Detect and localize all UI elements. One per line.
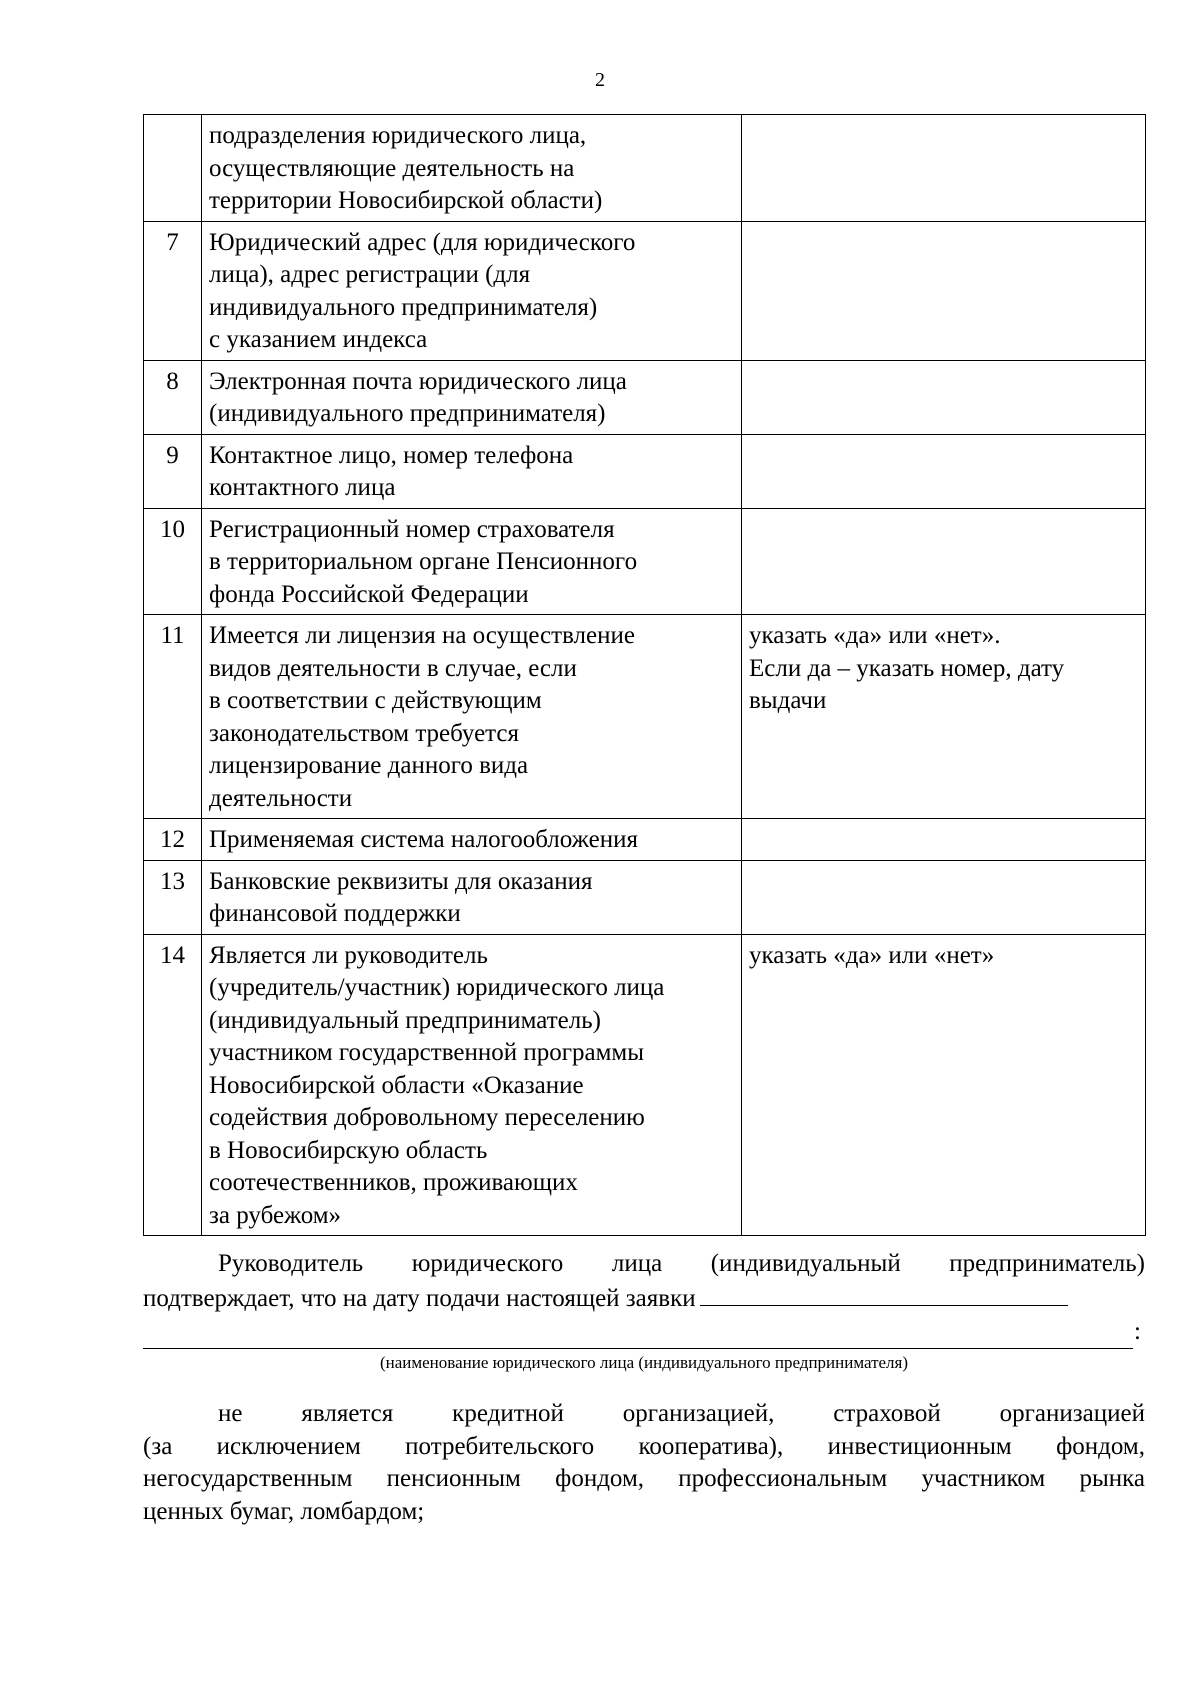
table-row (144, 115, 1146, 222)
row-label-line: законодательством требуется (209, 719, 520, 747)
statement-line: не является кредитной организацией, страховой организацией (218, 1400, 1145, 1427)
row-label-line: в Новосибирскую область (209, 1136, 488, 1164)
row-value-cell[interactable] (742, 615, 1146, 819)
row-number: 8 (144, 360, 202, 434)
row-label-cell (202, 860, 742, 934)
row-label-line: Банковские реквизиты для оказания (209, 867, 593, 895)
form-table-body (144, 115, 1146, 1236)
confirmation-paragraph (143, 1248, 1145, 1315)
blank-caption: (наименование юридического лица (индивидуального предпринимателя) (379, 1353, 909, 1372)
row-number: 10 (144, 508, 202, 615)
row-label-line: Юридический адрес (для юридического (209, 228, 636, 256)
table-row (144, 360, 1146, 434)
confirmation-line-2-text: подтверждает, что на дату подачи настоящей заявки (143, 1284, 696, 1312)
row-label-line: участником государственной программы (209, 1039, 645, 1066)
colon-mark: : (1134, 1318, 1141, 1345)
row-label-line: осуществляющие деятельность на (209, 154, 575, 182)
row-number (144, 115, 202, 222)
table-row (144, 615, 1146, 819)
row-label-line: Применяемая система налогообложения (209, 826, 638, 853)
row-label-line: подразделения юридического лица, (209, 122, 587, 149)
row-value-cell[interactable] (742, 860, 1146, 934)
row-label-line: Регистрационный номер страхователя (209, 515, 615, 543)
table-row (144, 221, 1146, 360)
row-label-line: в соответствии с действующим (209, 687, 542, 714)
row-value-cell[interactable] (742, 115, 1146, 222)
row-label-line: Новосибирской области «Оказание (209, 1071, 584, 1099)
application-form-table (143, 114, 1146, 1236)
row-value-line: указать «да» или «нет». (749, 622, 1001, 649)
row-value-line: Если да – указать номер, дату (749, 654, 1065, 682)
row-label-line: (индивидуального предпринимателя) (209, 400, 606, 427)
row-label-line: финансовой поддержки (209, 900, 461, 927)
row-label-cell (202, 819, 742, 861)
row-number: 12 (144, 819, 202, 861)
row-value-line: выдачи (749, 687, 827, 714)
organization-name-blank-inline[interactable] (700, 1281, 1068, 1306)
row-label-line: Является ли руководитель (209, 941, 488, 969)
row-label-line: в территориальном органе Пенсионного (209, 548, 638, 575)
organization-name-blank-line[interactable] (143, 1348, 1133, 1349)
row-label-cell (202, 615, 742, 819)
statement-line: негосударственным пенсионным фондом, профессиональным участником рынка (143, 1465, 1145, 1492)
row-label-line: видов деятельности в случае, если (209, 654, 577, 682)
row-number: 9 (144, 434, 202, 508)
row-number: 7 (144, 221, 202, 360)
row-label-cell (202, 115, 742, 222)
row-label-cell (202, 508, 742, 615)
row-label-line: Электронная почта юридического лица (209, 367, 627, 395)
row-label-line: (учредитель/участник) юридического лица (209, 974, 665, 1001)
table-row (144, 508, 1146, 615)
statement-line: ценных бумаг, ломбардом; (143, 1497, 425, 1525)
page-number: 2 (595, 69, 605, 91)
table-row (144, 934, 1146, 1236)
row-label-line: лицензирование данного вида (209, 752, 529, 779)
row-value-cell[interactable] (742, 221, 1146, 360)
row-value-cell[interactable] (742, 360, 1146, 434)
row-label-line: деятельности (209, 784, 353, 812)
table-row (144, 434, 1146, 508)
row-value-line: указать «да» или «нет» (749, 941, 995, 969)
row-label-line: индивидуального предпринимателя) (209, 293, 598, 321)
row-value-cell[interactable] (742, 819, 1146, 861)
row-label-cell (202, 221, 742, 360)
table-row (144, 860, 1146, 934)
row-label-line: территории Новосибирской области) (209, 187, 603, 214)
row-label-line: за рубежом» (209, 1201, 342, 1229)
row-label-line: (индивидуальный предприниматель) (209, 1006, 601, 1034)
row-label-line: контактного лица (209, 474, 396, 501)
row-label-line: Контактное лицо, номер телефона (209, 441, 574, 469)
row-number: 14 (144, 934, 202, 1236)
row-value-cell[interactable] (742, 934, 1146, 1236)
row-label-line: Имеется ли лицензия на осуществление (209, 622, 635, 649)
confirmation-line-1: Руководитель юридического лица (индивидуальный предприниматель) (218, 1250, 1145, 1277)
row-number: 11 (144, 615, 202, 819)
row-value-cell[interactable] (742, 508, 1146, 615)
confirmation-line-2 (143, 1281, 1145, 1316)
table-row (144, 819, 1146, 861)
row-label-line: фонда Российской Федерации (209, 580, 529, 608)
statement-paragraph (143, 1398, 1145, 1528)
row-label-cell (202, 434, 742, 508)
row-label-line: соотечественников, проживающих (209, 1169, 578, 1196)
row-value-cell[interactable] (742, 434, 1146, 508)
row-number: 13 (144, 860, 202, 934)
row-label-line: с указанием индекса (209, 326, 428, 353)
statement-line: (за исключением потребительского кооператива), инвестиционным фондом, (143, 1432, 1145, 1460)
row-label-line: содействия добровольному переселению (209, 1104, 645, 1131)
row-label-cell (202, 360, 742, 434)
row-label-line: лица), адрес регистрации (для (209, 261, 531, 288)
row-label-cell (202, 934, 742, 1236)
